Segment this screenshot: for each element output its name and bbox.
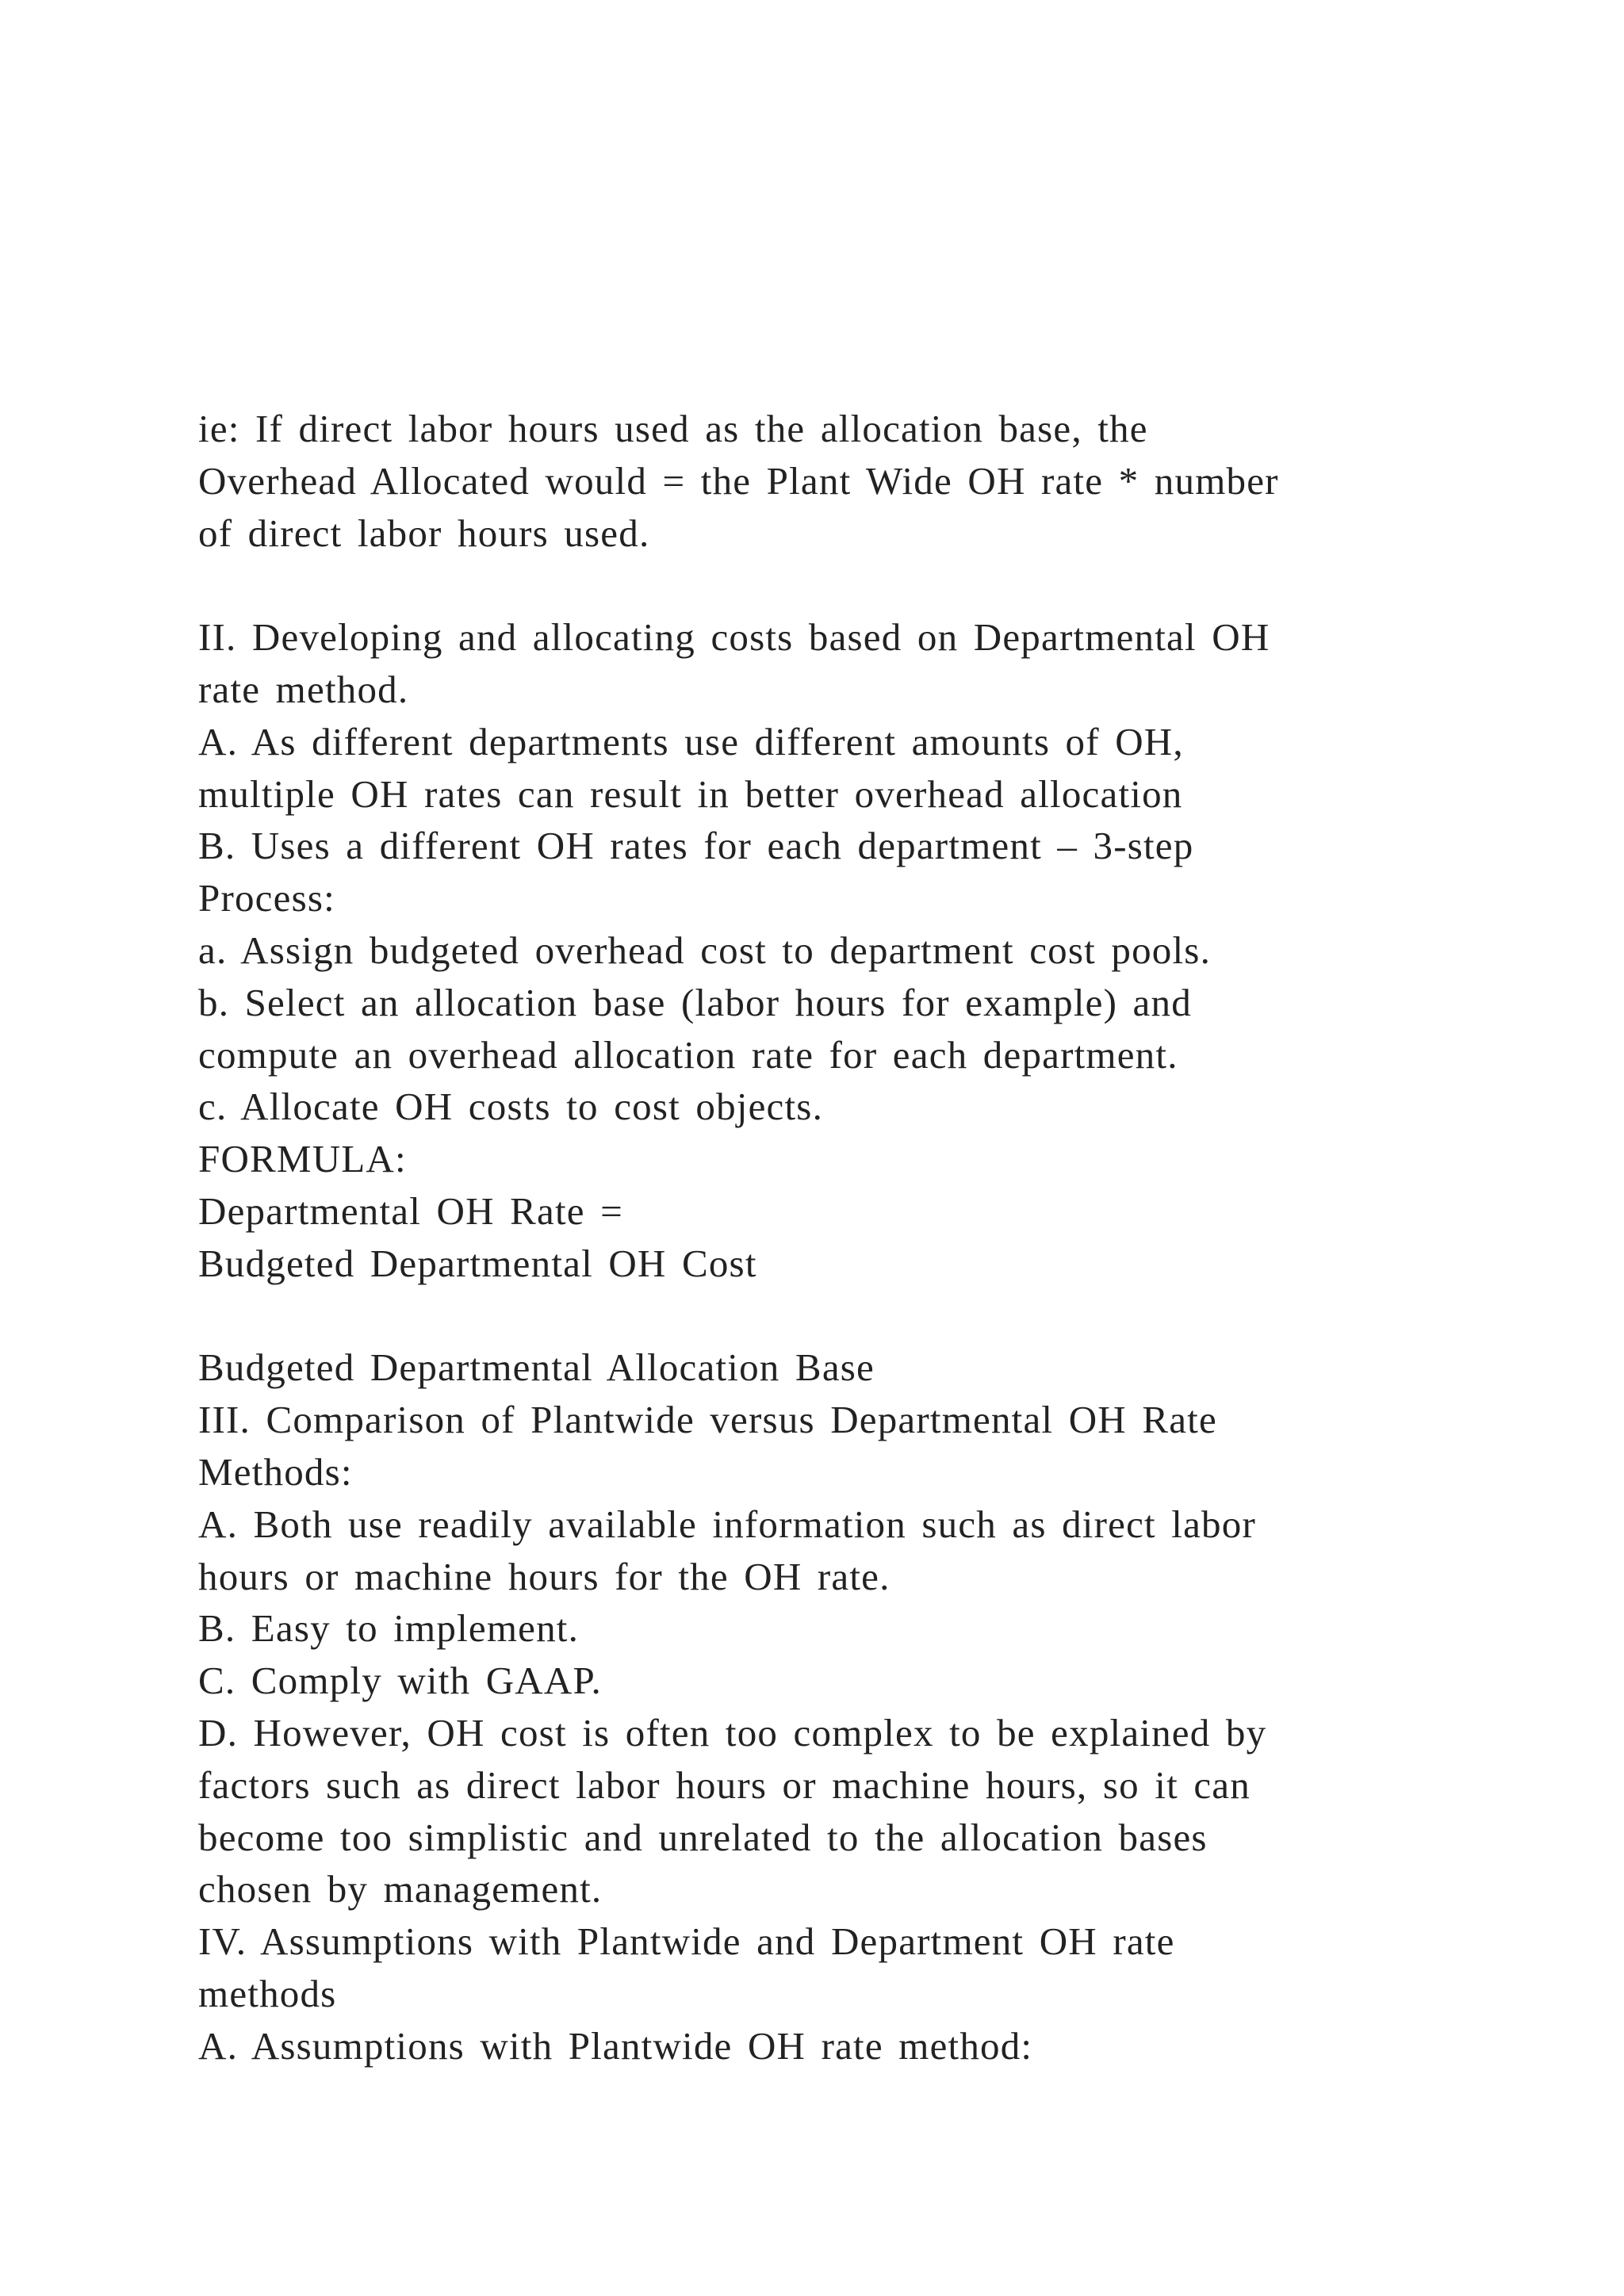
- text-line-10: Process:: [198, 876, 335, 920]
- section-heading-iv: IV. Assumptions with Plantwide and Department OH rate: [198, 1919, 1175, 1964]
- text-line-23: hours or machine hours for the OH rate.: [198, 1554, 891, 1598]
- text-line-6: rate method.: [198, 667, 409, 711]
- blank-line: [198, 559, 1515, 611]
- text-line-32: A. Assumptions with Plantwide OH rate method:: [198, 2023, 1033, 2068]
- formula-line-1: Departmental OH Rate =: [198, 1188, 624, 1233]
- text-line-3: of direct labor hours used.: [198, 511, 650, 555]
- text-line-27: factors such as direct labor hours or machine hours, so it can: [198, 1762, 1251, 1807]
- text-line-12: b. Select an allocation base (labor hours for example) and: [198, 980, 1192, 1024]
- text-line-8: multiple OH rates can result in better overhead allocation: [198, 771, 1183, 816]
- text-line-2: Overhead Allocated would = the Plant Wide OH rate * number: [198, 458, 1279, 503]
- text-line-7: A. As different departments use different amounts of OH,: [198, 719, 1184, 763]
- text-line-31: methods: [198, 1971, 337, 2015]
- formula-numerator: Budgeted Departmental OH Cost: [198, 1241, 757, 1285]
- text-line-9: B. Uses a different OH rates for each department – 3-step: [198, 824, 1194, 868]
- section-heading-iii: III. Comparison of Plantwide versus Departmental OH Rate: [198, 1398, 1217, 1442]
- text-line-24: B. Easy to implement.: [198, 1606, 580, 1651]
- text-line-25: C. Comply with GAAP.: [198, 1659, 602, 1703]
- text-line-13: compute an overhead allocation rate for each department.: [198, 1032, 1178, 1077]
- text-line-28: become too simplistic and unrelated to the allocation bases: [198, 1815, 1208, 1859]
- text-line-1: ie: If direct labor hours used as the allocation base, the: [198, 407, 1148, 450]
- text-line-26: D. However, OH cost is often too complex to be explained by: [198, 1710, 1267, 1755]
- formula-denominator: Budgeted Departmental Allocation Base: [198, 1345, 875, 1390]
- text-line-14: c. Allocate OH costs to cost objects.: [198, 1085, 824, 1129]
- document-body: [198, 403, 1515, 2072]
- formula-label: FORMULA:: [198, 1137, 407, 1181]
- text-line-21: Methods:: [198, 1449, 353, 1494]
- text-line-11: a. Assign budgeted overhead cost to department cost pools.: [198, 928, 1212, 972]
- section-heading-ii: II. Developing and allocating costs based on Departmental OH: [198, 615, 1270, 660]
- text-line-22: A. Both use readily available information such as direct labor: [198, 1502, 1256, 1546]
- text-line-29: chosen by management.: [198, 1867, 603, 1911]
- blank-line: [198, 1290, 1515, 1342]
